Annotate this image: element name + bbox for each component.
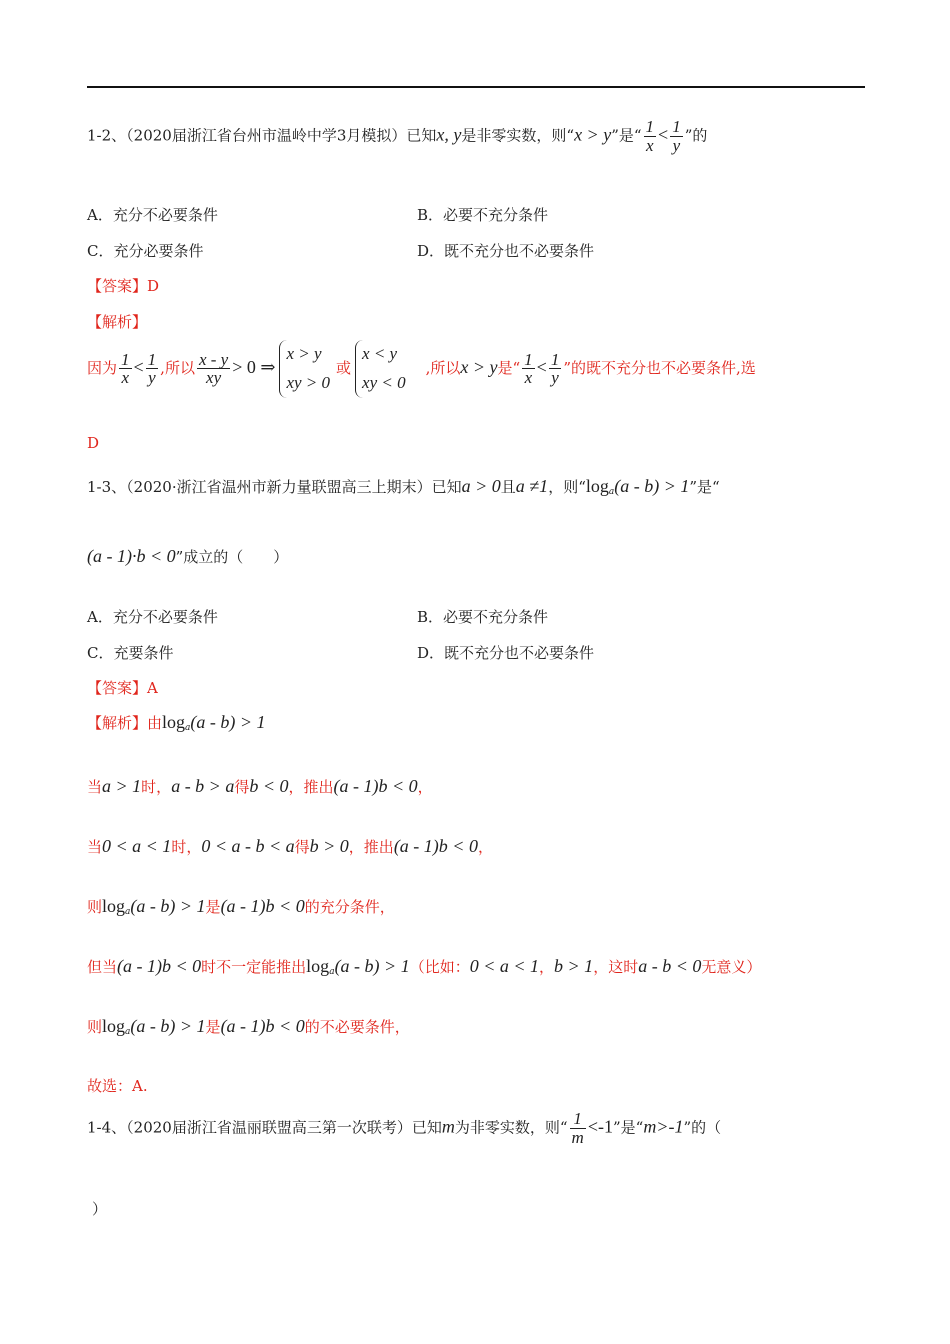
q2-case1-a: x > y	[286, 344, 322, 363]
q3-line2-expr: (a - 1)·b < 0	[87, 546, 176, 566]
q3-conclusion: 故选：A.	[87, 1077, 148, 1095]
q4-stem-d: ”的（	[683, 1118, 722, 1137]
q2-answer: 【答案】D	[87, 277, 160, 295]
q3-l5-a: 则	[87, 1018, 103, 1036]
q2-frac-1y-num: 1	[672, 117, 681, 136]
q3-stem-a: 已知	[431, 478, 462, 496]
q2-analysis-pre: 因为	[87, 358, 118, 377]
q3-l2-cond: 0 < a < 1	[102, 836, 172, 856]
q3-stem-b: ，则“	[548, 478, 586, 496]
q2-option-c: C．充分必要条件	[87, 242, 204, 260]
q2-frac-1y	[670, 118, 683, 155]
q2-b-frac-1y	[549, 351, 562, 388]
q3-analysis-l2	[87, 836, 493, 857]
q4-number: 1-4、	[87, 1118, 127, 1137]
q2-case1-b: xy > 0	[286, 372, 331, 392]
q4-var: m	[441, 1116, 455, 1137]
q2-expr-num: x - y	[198, 349, 229, 369]
q2-option-a: A．充分不必要条件	[87, 206, 218, 224]
q2-case2	[355, 340, 412, 398]
q3-l4-comma: ，	[539, 958, 555, 976]
q2-frac-1x	[644, 118, 657, 155]
q3-analysis-l4	[87, 956, 761, 977]
q3-l4-log-base: a	[329, 967, 335, 977]
q2-a-frac-1x-num: 1	[121, 349, 130, 369]
q2-number: 1-2、	[87, 126, 127, 145]
q3-line2-tail: ”成立的（ ）	[175, 548, 289, 566]
q3-option-c: C．充要条件	[87, 644, 174, 662]
q3-stem	[87, 476, 720, 497]
q3-l3-log-arg: (a - b) > 1	[130, 896, 206, 916]
q2-case2-b: xy < 0	[362, 372, 406, 392]
q3-cond-a: a > 0	[461, 476, 501, 496]
q3-l3-e: (a - 1)b < 0	[220, 896, 305, 916]
q2-expr-gt: > 0 ⇒	[232, 356, 276, 377]
q2-source: （2020届浙江省台州市温岭中学3月模拟）	[126, 126, 407, 145]
q3-option-b: B．必要不充分条件	[417, 608, 549, 626]
q3-l1-e1: a - b > a	[171, 776, 235, 796]
q3-l1-cond: a > 1	[102, 776, 142, 796]
q3-a-log: log	[162, 712, 186, 732]
q4-stem	[87, 1110, 721, 1147]
q2-b-frac-1y-num: 1	[550, 349, 560, 369]
q2-cond1: x > y	[574, 124, 612, 145]
q3-l2-e1: 0 < a - b < a	[201, 836, 295, 856]
q2-analysis-so: ,所以	[160, 358, 195, 377]
q2-frac-1y-den: y	[670, 136, 683, 155]
q2-analysis-end: D	[87, 434, 100, 452]
q4-stem-line2: ）	[92, 1200, 108, 1218]
q2-frac-1x-den: x	[644, 136, 657, 155]
q3-l4-log: log	[306, 956, 330, 976]
q3-a-log-base: a	[185, 723, 191, 733]
q2-analysis-so2: ,所以	[425, 358, 461, 377]
q2-b-frac-1x-den: x	[522, 368, 535, 387]
q2-stem-d: ”的	[684, 126, 708, 145]
q2-analysis-is: 是“	[497, 358, 521, 377]
q2-b-frac-1y-den: y	[549, 368, 562, 387]
q3-l3-log-base: a	[125, 907, 131, 917]
q3-l4-e3: b > 1	[554, 956, 594, 976]
q2-analysis-body	[87, 340, 756, 398]
q3-l1-c: 得	[234, 778, 250, 796]
q3-analysis-label: 【解析】	[87, 714, 148, 732]
q2-analysis-label: 【解析】	[87, 313, 148, 331]
q4-frac-num: 1	[573, 1109, 582, 1128]
q2-expr-frac	[197, 351, 230, 388]
q2-option-b: B．必要不充分条件	[417, 206, 549, 224]
q3-l5-log-arg: (a - b) > 1	[130, 1016, 206, 1036]
q3-analysis-head	[87, 712, 266, 733]
q3-stem-c: ”是“	[689, 478, 720, 496]
q3-l5-log: log	[102, 1016, 126, 1036]
q2-b-lt: <	[536, 356, 547, 377]
q2-stem-c: ”是“	[611, 126, 642, 145]
q3-l4-a: 但当	[87, 958, 118, 976]
q3-source: （2020·浙江省温州市新力量联盟高三上期末）	[126, 478, 432, 496]
q3-option-a: A．充分不必要条件	[87, 608, 218, 626]
q3-l1-e2: b < 0	[249, 776, 289, 796]
q2-lt: <	[658, 124, 669, 145]
q3-analysis-l3	[87, 896, 395, 917]
q3-l4-b: 时不一定能推出	[201, 958, 307, 976]
q2-case2-a: x < y	[362, 344, 398, 363]
q3-l4-log-arg: (a - b) > 1	[334, 956, 410, 976]
q2-a-frac-1x-den: x	[119, 368, 132, 387]
q2-option-d: D．既不充分也不必要条件	[417, 242, 595, 260]
q2-a-frac-1x	[119, 351, 132, 388]
q3-l1-b: 时，	[141, 778, 172, 796]
q3-number: 1-3、	[87, 478, 127, 496]
q3-l4-e4: a - b < 0	[638, 956, 702, 976]
q2-a-frac-1y-num: 1	[147, 349, 157, 369]
q4-stem-c: ”是“	[612, 1118, 644, 1137]
q3-l2-end: ，	[477, 838, 493, 856]
q2-a-frac-1y	[146, 351, 159, 388]
q2-a-lt: <	[133, 356, 144, 377]
q3-l4-e2: 0 < a < 1	[469, 956, 540, 976]
q2-analysis-tail: ”的既不充分也不必要条件,选	[563, 358, 756, 377]
q2-stem	[87, 118, 707, 155]
q4-lt: <-1	[587, 1116, 613, 1137]
q4-source: （2020届浙江省温丽联盟高三第一次联考）	[126, 1118, 412, 1137]
q3-l4-e: (a - 1)b < 0	[117, 956, 202, 976]
q2-stem-b: 是非零实数，则“	[461, 126, 575, 145]
q2-analysis-cond: x > y	[460, 356, 498, 377]
q3-option-d: D．既不充分也不必要条件	[417, 644, 595, 662]
q3-stem-line2	[87, 546, 288, 567]
q2-or: 或	[336, 358, 352, 377]
q3-l3-is: 是	[205, 898, 221, 916]
q2-case1	[279, 340, 336, 398]
q2-vars: x, y	[436, 124, 462, 145]
q3-l3-a: 则	[87, 898, 103, 916]
q3-log-arg: (a - b) > 1	[614, 476, 690, 496]
q3-l2-e3: (a - 1)b < 0	[393, 836, 478, 856]
q2-b-frac-1x	[522, 351, 535, 388]
q3-l1-a: 当	[87, 778, 103, 796]
q2-a-frac-1y-den: y	[146, 368, 159, 387]
q3-log-base: a	[608, 487, 615, 497]
q3-l1-d: ，推出	[288, 778, 334, 796]
q3-analysis-l5	[87, 1016, 410, 1037]
q3-l3-tail: 的充分条件，	[304, 898, 395, 916]
q3-l2-d: ，推出	[348, 838, 394, 856]
q3-answer: 【答案】A	[87, 679, 158, 697]
q4-stem-a: 已知	[411, 1118, 442, 1137]
q3-l2-b: 时，	[171, 838, 202, 856]
q3-analysis-by: 由	[147, 714, 163, 732]
q3-l5-e: (a - 1)b < 0	[220, 1016, 305, 1036]
q3-l1-end: ，	[417, 778, 433, 796]
header-rule	[87, 86, 865, 88]
q3-l4-d: ，这时	[593, 958, 639, 976]
q3-l4-c: （比如：	[409, 958, 470, 976]
q3-l4-end: 无意义）	[701, 958, 762, 976]
q2-frac-1x-num: 1	[645, 117, 655, 136]
q2-expr-den: xy	[197, 368, 230, 387]
q3-cond-b: a ≠1	[515, 476, 549, 496]
q3-l5-log-base: a	[125, 1027, 131, 1037]
q3-l2-c: 得	[294, 838, 310, 856]
q4-frac	[570, 1110, 586, 1147]
q3-a-log-arg: (a - b) > 1	[190, 712, 266, 732]
q3-l1-e3: (a - 1)b < 0	[333, 776, 418, 796]
q3-l5-is: 是	[205, 1018, 221, 1036]
q4-cond: m>-1	[643, 1116, 684, 1137]
q3-l3-log: log	[102, 896, 126, 916]
q2-stem-a: 已知	[406, 126, 437, 145]
q3-l5-tail: 的不必要条件，	[304, 1018, 410, 1036]
q3-log: log	[585, 476, 609, 496]
q3-l2-a: 当	[87, 838, 103, 856]
q4-frac-den: m	[571, 1127, 584, 1147]
q3-analysis-l1	[87, 776, 433, 797]
q3-and: 且	[500, 478, 516, 496]
q3-l2-e2: b > 0	[309, 836, 349, 856]
q4-stem-b: 为非零实数，则“	[454, 1118, 568, 1137]
q2-b-frac-1x-num: 1	[524, 349, 533, 369]
